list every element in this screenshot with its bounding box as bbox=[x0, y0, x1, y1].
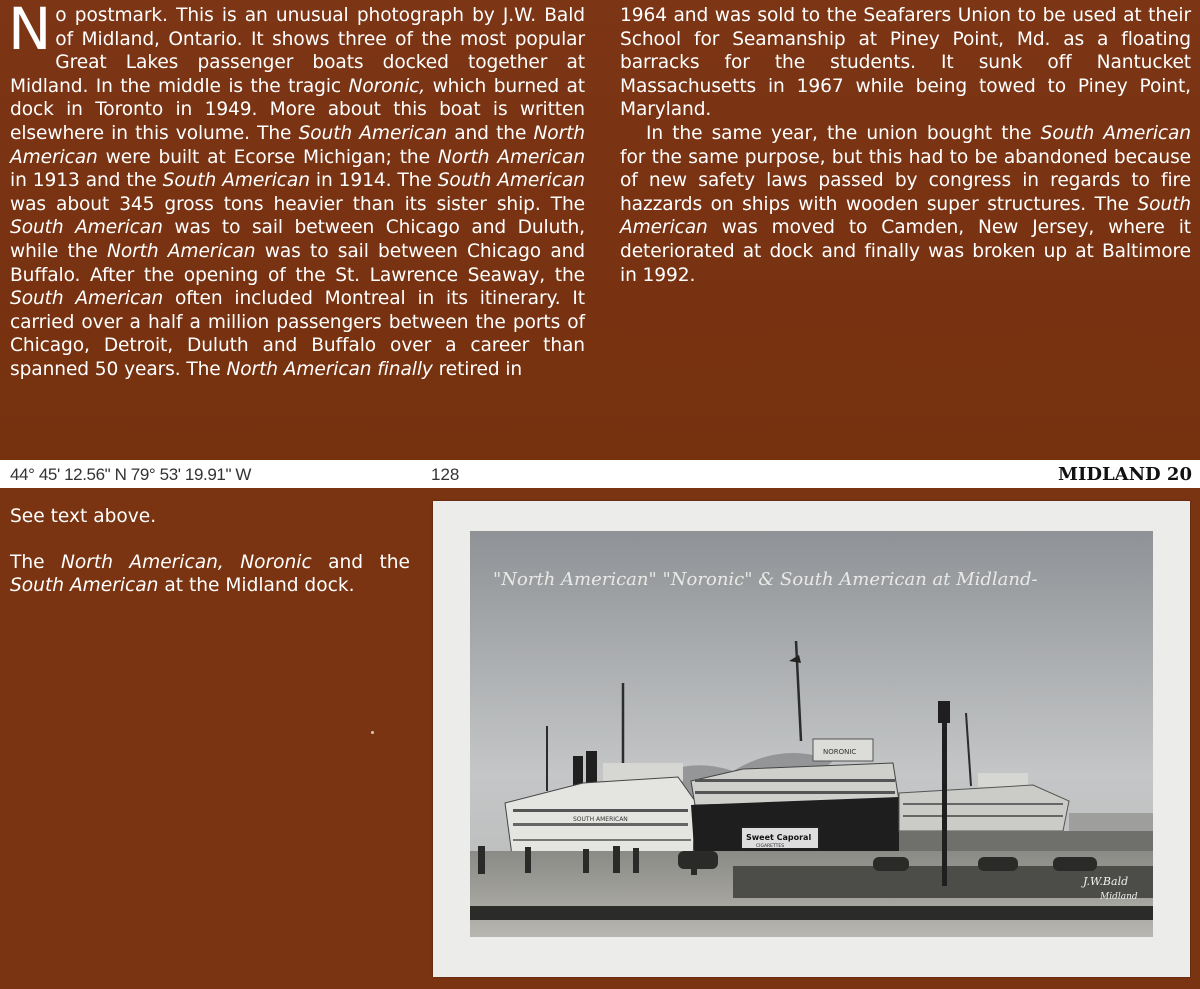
billboard-subtext: CIGARETTES bbox=[756, 844, 785, 849]
text-run: were built at Ecorse Michigan; the bbox=[97, 146, 438, 168]
text-run: retired in bbox=[432, 358, 523, 380]
italic-run: South American bbox=[162, 170, 310, 192]
photo-signature-2: Midland bbox=[1100, 892, 1138, 902]
italic-run: South American bbox=[10, 217, 163, 239]
article-column-right bbox=[620, 4, 1191, 287]
billboard bbox=[741, 827, 819, 849]
caption-line-1: See text above. bbox=[10, 506, 157, 527]
italic-run: North American finally bbox=[226, 358, 433, 380]
page-number: 128 bbox=[431, 465, 460, 484]
italic-run: Noronic, bbox=[348, 75, 426, 97]
text-run: in 1913 and the bbox=[10, 170, 163, 192]
italic-run: South American bbox=[437, 170, 585, 192]
text-run bbox=[224, 552, 240, 573]
italic-run: North American bbox=[107, 240, 256, 262]
bridge-name: NORONIC bbox=[823, 748, 857, 756]
italic-run: South American bbox=[298, 122, 447, 144]
text-run: and the bbox=[311, 551, 410, 573]
section-title: MIDLAND 20 bbox=[1058, 464, 1192, 485]
gps-coordinates: 44° 45' 12.56" N 79° 53' 19.91" W bbox=[10, 465, 252, 484]
italic-run: Noronic bbox=[240, 551, 312, 573]
text-run: in 1914. The bbox=[309, 170, 438, 192]
text-run: In the same year, the union bought the bbox=[646, 122, 1041, 144]
article-paragraph-2 bbox=[620, 122, 1191, 287]
article-text-left bbox=[8, 0, 586, 380]
italic-run: South American bbox=[10, 575, 159, 597]
photo-illustration bbox=[433, 501, 1190, 977]
text-run: o postmark. This is an unusual photograph by J.W. Bald of Midland, Ontario. It shows three of the most popular Great Lakes passenger boats docked together at Midland. In the middle is the tragic bbox=[10, 5, 585, 97]
hull-name: SOUTH AMERICAN bbox=[573, 816, 628, 823]
text-run: and the bbox=[447, 122, 534, 144]
italic-run: South American bbox=[1040, 122, 1191, 144]
text-run: often included Montreal in its itinerary. It carried over a half a million passengers between the ports of Chicago, Detroit, Duluth and Buffalo over a career than spanned 50 years. The bbox=[10, 288, 585, 380]
article-paragraph-1 bbox=[620, 4, 1191, 122]
location-strip bbox=[0, 460, 1200, 488]
text-run: was to sail between Chicago and Buffalo. After the opening of the St. Lawrence Seaway, the bbox=[10, 240, 586, 286]
article-column-left bbox=[8, 0, 586, 382]
italic-run: North American bbox=[10, 122, 585, 168]
billboard-text: Sweet Caporal bbox=[746, 833, 812, 842]
drop-cap: N bbox=[8, 0, 52, 63]
text-run: 1964 and was sold to the Seafarers Union to be used at their School for Seamanship at Piney Point, Md. as a floating barracks for the students. It sunk off Nantucket Massachusetts in 1967 while being towed to Piney Point, Maryland. bbox=[620, 5, 1191, 121]
text-run: The bbox=[10, 551, 61, 573]
italic-run: South American bbox=[620, 193, 1191, 239]
italic-run: North American, bbox=[60, 551, 224, 573]
postcard-photo bbox=[433, 501, 1190, 977]
text-run: which burned at dock in Toronto in 1949. More about this boat is written elsewhere in this volume. The bbox=[10, 75, 585, 144]
text-run: for the same purpose, but this had to be abandoned because of new safety laws passed by congress in regards to fire hazzards on ships with wooden super structures. The bbox=[620, 146, 1191, 215]
photo-signature-1: J.W.Bald bbox=[1083, 875, 1129, 888]
curb bbox=[470, 906, 1153, 920]
speck bbox=[371, 731, 374, 734]
italic-run: South American bbox=[10, 288, 164, 310]
italic-run: North American bbox=[437, 146, 586, 168]
text-run: at the Midland dock. bbox=[158, 575, 355, 597]
photo-inscription: "North American" "Noronic" & South American at Midland- bbox=[493, 569, 1038, 590]
text-run: was to sail between Chicago and Duluth, while the bbox=[10, 217, 585, 262]
text-run: was about 345 gross tons heavier than its sister ship. The bbox=[10, 193, 585, 215]
text-run: was moved to Camden, New Jersey, where it deteriorated at dock and finally was broken up at Baltimore in 1992. bbox=[620, 217, 1191, 286]
caption-line-2 bbox=[10, 551, 410, 598]
photo-caption bbox=[10, 505, 410, 620]
